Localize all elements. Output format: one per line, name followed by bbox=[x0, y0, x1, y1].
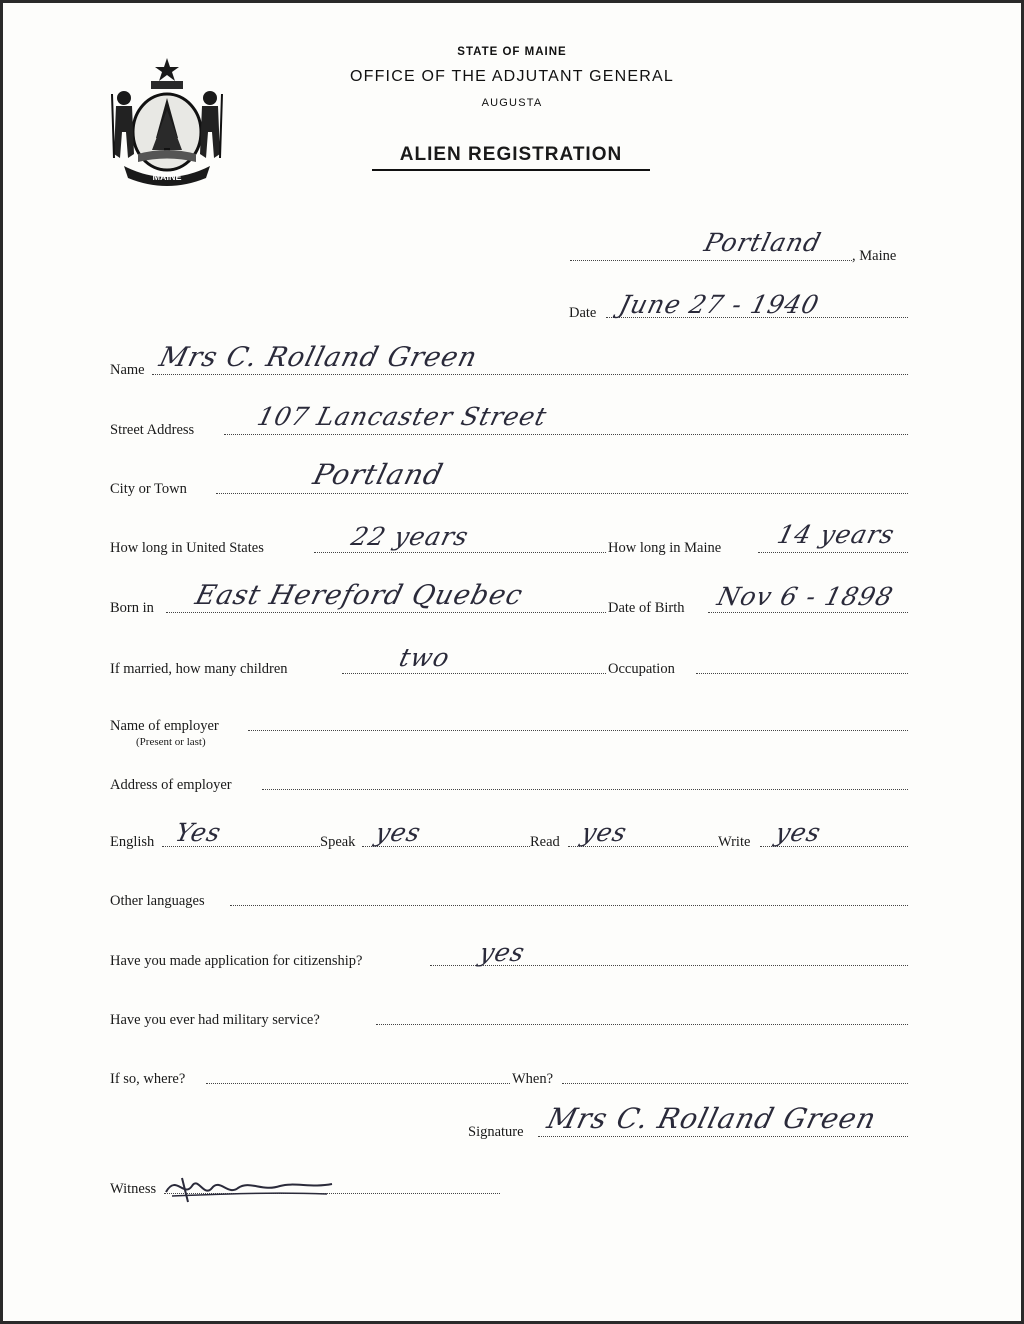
how-long-us-line bbox=[314, 552, 606, 553]
name-label: Name bbox=[110, 362, 145, 378]
state-heading: STATE OF MAINE bbox=[457, 46, 567, 58]
english-value: Yes bbox=[172, 818, 225, 847]
how-long-us-label: How long in United States bbox=[110, 540, 264, 556]
street-line bbox=[224, 434, 908, 435]
where-label: If so, where? bbox=[110, 1071, 186, 1087]
how-long-us-value: 22 years bbox=[348, 522, 472, 551]
place-suffix: , Maine bbox=[852, 248, 897, 264]
citytown-value: Portland bbox=[309, 458, 447, 491]
street-value: 107 Lancaster Street bbox=[254, 402, 551, 431]
employer-address-line bbox=[262, 789, 908, 790]
children-label: If married, how many children bbox=[110, 661, 288, 677]
witness-label: Witness bbox=[110, 1181, 157, 1197]
place-value: Portland bbox=[701, 228, 825, 257]
street-label: Street Address bbox=[110, 422, 195, 438]
speak-value: yes bbox=[372, 818, 425, 847]
born-value: East Hereford Quebec bbox=[192, 580, 527, 611]
signature-label: Signature bbox=[468, 1124, 524, 1140]
seal-banner-text: MAINE bbox=[152, 172, 182, 182]
employer-label: Name of employer bbox=[110, 718, 219, 734]
other-languages-line bbox=[230, 905, 908, 906]
form-title: ALIEN REGISTRATION bbox=[372, 144, 650, 171]
place-line bbox=[570, 260, 852, 261]
citytown-label: City or Town bbox=[110, 481, 187, 497]
city-heading: AUGUSTA bbox=[481, 97, 543, 109]
military-label: Have you ever had military service? bbox=[110, 1012, 320, 1028]
signature-line bbox=[538, 1136, 908, 1137]
write-label: Write bbox=[718, 834, 751, 850]
born-label: Born in bbox=[110, 600, 154, 616]
office-heading: OFFICE OF THE ADJUTANT GENERAL bbox=[349, 68, 675, 85]
born-line bbox=[166, 612, 606, 613]
children-line bbox=[342, 673, 606, 674]
occupation-line bbox=[696, 673, 908, 674]
signature-value: Mrs C. Rolland Green bbox=[543, 1102, 881, 1135]
dob-label: Date of Birth bbox=[608, 600, 685, 616]
employer-address-label: Address of employer bbox=[110, 777, 232, 793]
name-value: Mrs C. Rolland Green bbox=[156, 342, 481, 373]
how-long-maine-line bbox=[758, 552, 908, 553]
name-line bbox=[152, 374, 908, 375]
write-value: yes bbox=[772, 818, 825, 847]
english-label: English bbox=[110, 834, 155, 850]
date-value: June 27 - 1940 bbox=[616, 290, 823, 319]
speak-label: Speak bbox=[320, 834, 356, 850]
how-long-maine-label: How long in Maine bbox=[608, 540, 722, 556]
citizenship-label: Have you made application for citizenship? bbox=[110, 953, 363, 969]
witness-signature-scribble bbox=[162, 1168, 337, 1204]
date-label: Date bbox=[569, 305, 597, 321]
dob-line bbox=[708, 612, 908, 613]
employer-sublabel: (Present or last) bbox=[136, 736, 206, 748]
citytown-line bbox=[216, 493, 908, 494]
military-line bbox=[376, 1024, 908, 1025]
dob-value: Nov 6 - 1898 bbox=[714, 582, 897, 611]
where-line bbox=[206, 1083, 510, 1084]
other-languages-label: Other languages bbox=[110, 893, 205, 909]
employer-line bbox=[248, 730, 908, 731]
when-line bbox=[562, 1083, 908, 1084]
how-long-maine-value: 14 years bbox=[774, 520, 898, 549]
children-value: two bbox=[396, 643, 454, 672]
occupation-label: Occupation bbox=[608, 661, 675, 677]
read-value: yes bbox=[578, 818, 631, 847]
read-label: Read bbox=[530, 834, 560, 850]
citizenship-value: yes bbox=[476, 938, 529, 967]
when-label: When? bbox=[512, 1071, 554, 1087]
